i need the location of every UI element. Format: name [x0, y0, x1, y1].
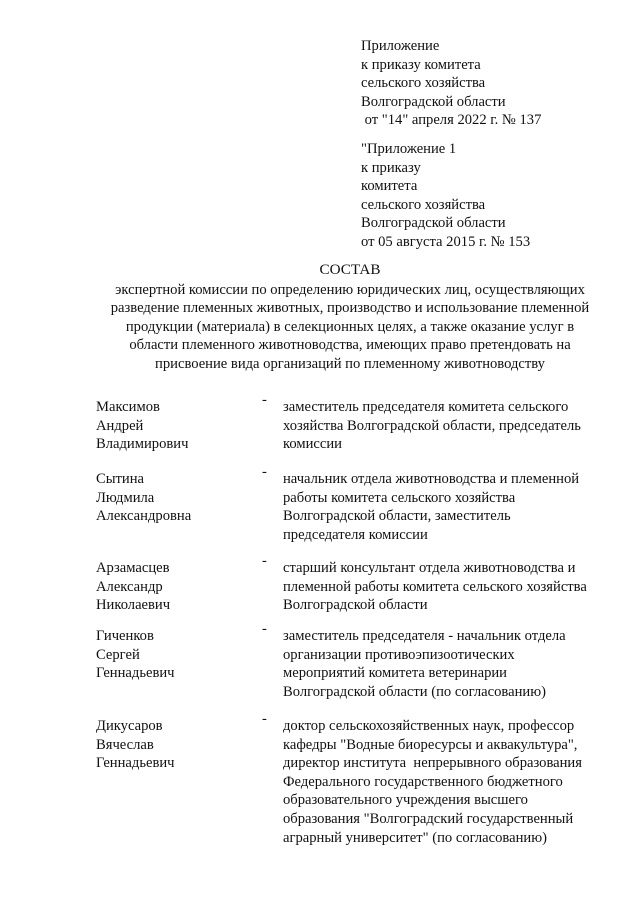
role-line: заместитель председателя - начальник отдела — [283, 628, 566, 644]
role-line: образования "Волгоградский государственный — [283, 810, 574, 827]
role-line: заместитель председателя комитета сельского — [283, 399, 569, 415]
subtitle-line: области племенного животноводства, имеющих право претендовать на — [129, 337, 571, 354]
role-line: мероприятий комитета ветеринарии — [283, 665, 507, 682]
role-line: организации противоэпизоотических — [283, 646, 515, 663]
dash-separator: - — [262, 621, 267, 637]
member-surname: Дикусаров — [96, 718, 163, 734]
role-line: аграрный университет" (по согласованию) — [283, 829, 547, 846]
member-first-name: Людмила — [96, 489, 155, 506]
member-name — [96, 470, 191, 526]
dash-separator: - — [262, 392, 267, 408]
subtitle-line: присвоение вида организаций по племенному животноводству — [155, 355, 545, 372]
original-header-line: сельского хозяйства — [361, 196, 486, 213]
original-header-line: "Приложение 1 — [361, 141, 457, 157]
document-heading — [60, 261, 640, 374]
member-name — [96, 559, 170, 615]
member-patronymic: Николаевич — [96, 597, 171, 614]
appendix-line: Волгоградской области — [361, 93, 506, 110]
document-title: СОСТАВ — [319, 261, 381, 278]
role-line: Волгоградской области (по согласованию) — [283, 683, 546, 700]
appendix-header — [361, 37, 541, 130]
member-role — [283, 470, 579, 544]
dash-separator: - — [262, 464, 267, 480]
member-patronymic: Геннадьевич — [96, 665, 175, 682]
appendix-line: к приказу комитета — [361, 56, 481, 73]
role-line: Волгоградской области, заместитель — [283, 508, 511, 525]
dash-separator: - — [262, 711, 267, 727]
original-header-line: от 05 августа 2015 г. № 153 — [361, 233, 531, 250]
member-patronymic: Владимирович — [96, 436, 189, 453]
member-name — [96, 398, 188, 454]
original-order-header — [361, 140, 530, 252]
member-name — [96, 717, 175, 773]
subtitle-line: экспертной комиссии по определению юридических лиц, осуществляющих — [115, 281, 585, 298]
appendix-line: сельского хозяйства — [361, 75, 486, 92]
member-patronymic: Александровна — [96, 508, 192, 525]
role-line: образовательного учреждения высшего — [283, 792, 528, 809]
role-line: работы комитета сельского хозяйства — [283, 489, 516, 506]
role-line: комиссии — [283, 436, 342, 453]
role-line: председателя комиссии — [283, 526, 428, 543]
member-role — [283, 717, 582, 847]
dash-separator: - — [262, 553, 267, 569]
member-surname: Сытина — [96, 471, 145, 487]
member-name — [96, 627, 175, 683]
subtitle-line: разведение племенных животных, производство и использование племенной — [110, 300, 590, 317]
original-header-line: Волгоградской области — [361, 215, 506, 232]
member-first-name: Александр — [96, 578, 163, 595]
role-line: кафедры "Водные биоресурсы и аквакультура", — [283, 736, 578, 753]
role-line: Волгоградской области — [283, 597, 428, 614]
subtitle-line: продукции (материала) в селекционных целях, а также оказание услуг в — [125, 318, 575, 335]
original-header-line: к приказу — [361, 159, 421, 176]
member-surname: Гиченков — [96, 628, 154, 644]
member-first-name: Сергей — [96, 646, 140, 663]
member-role — [283, 627, 566, 701]
role-line: Федерального государственного бюджетного — [283, 773, 563, 790]
role-line: хозяйства Волгоградской области, председатель — [283, 417, 581, 434]
member-patronymic: Геннадьевич — [96, 755, 175, 772]
member-surname: Арзамасцев — [96, 560, 170, 576]
appendix-line: от "14" апреля 2022 г. № 137 — [361, 112, 542, 129]
original-header-line: комитета — [361, 178, 418, 195]
member-role — [283, 398, 581, 454]
role-line: племенной работы комитета сельского хозяйства — [283, 578, 587, 595]
role-line: директор института непрерывного образования — [283, 755, 582, 772]
member-first-name: Андрей — [96, 417, 144, 434]
member-surname: Максимов — [96, 399, 160, 415]
appendix-line: Приложение — [361, 38, 440, 54]
role-line: доктор сельскохозяйственных наук, профессор — [283, 718, 575, 734]
role-line: старший консультант отдела животноводства и — [283, 560, 576, 576]
member-role — [283, 559, 587, 615]
role-line: начальник отдела животноводства и племенной — [283, 471, 580, 487]
member-first-name: Вячеслав — [96, 736, 154, 753]
